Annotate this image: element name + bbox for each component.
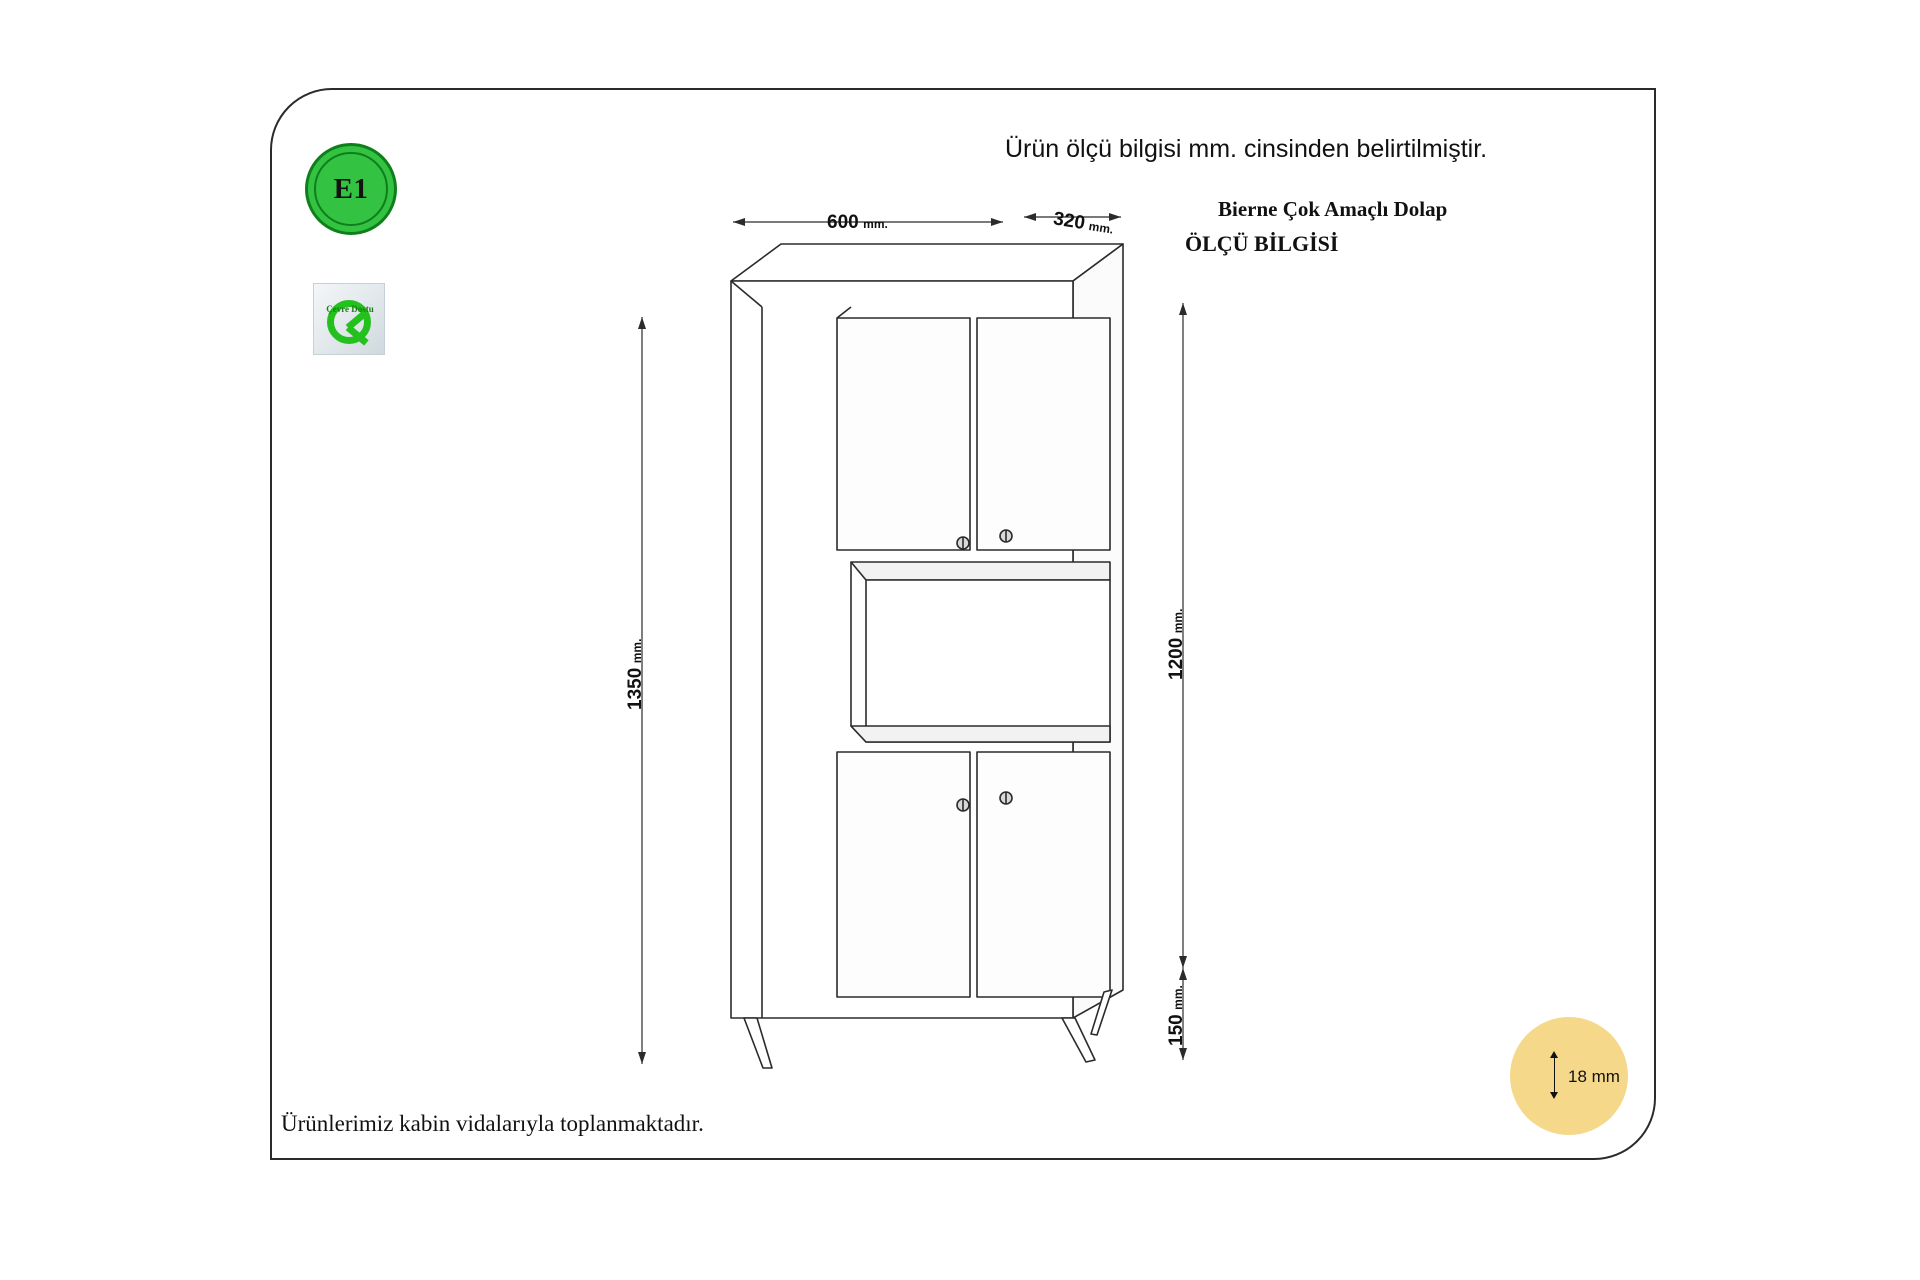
thickness-label: 18 mm (1568, 1067, 1620, 1086)
width-dimension-label: 600 mm. (827, 212, 888, 233)
leg-front-right (1062, 1018, 1095, 1062)
total-height-dimension-label: 1350 mm. (625, 638, 646, 710)
depth-dimension-label: 320 mm. (1051, 208, 1115, 237)
e1-badge-label: E1 (333, 172, 369, 205)
middle-open-compartment (866, 580, 1110, 742)
upper-left-door (837, 318, 970, 550)
product-title: Bierne Çok Amaçlı Dolap (1218, 197, 1448, 221)
assembly-note: Ürünlerimiz kabin vidalarıyla toplanmaktadır. (281, 1111, 704, 1136)
middle-shelf-bottom (851, 726, 1110, 742)
body-height-dimension-label: 1200 mm. (1166, 608, 1187, 680)
cabinet-top-panel (731, 244, 1123, 281)
upper-right-door (977, 318, 1110, 550)
lower-left-door (837, 752, 970, 997)
middle-shelf-top (851, 562, 1110, 580)
lower-right-door (977, 752, 1110, 997)
product-subtitle: ÖLÇÜ BİLGİSİ (1185, 231, 1339, 256)
leg-front-left (744, 1018, 772, 1068)
eco-friendly-label: Çevre Dostu (326, 304, 374, 314)
measurement-notice: Ürün ölçü bilgisi mm. cinsinden belirtilmiştir. (1005, 135, 1488, 163)
leg-height-dimension-label: 150 mm. (1166, 985, 1187, 1046)
